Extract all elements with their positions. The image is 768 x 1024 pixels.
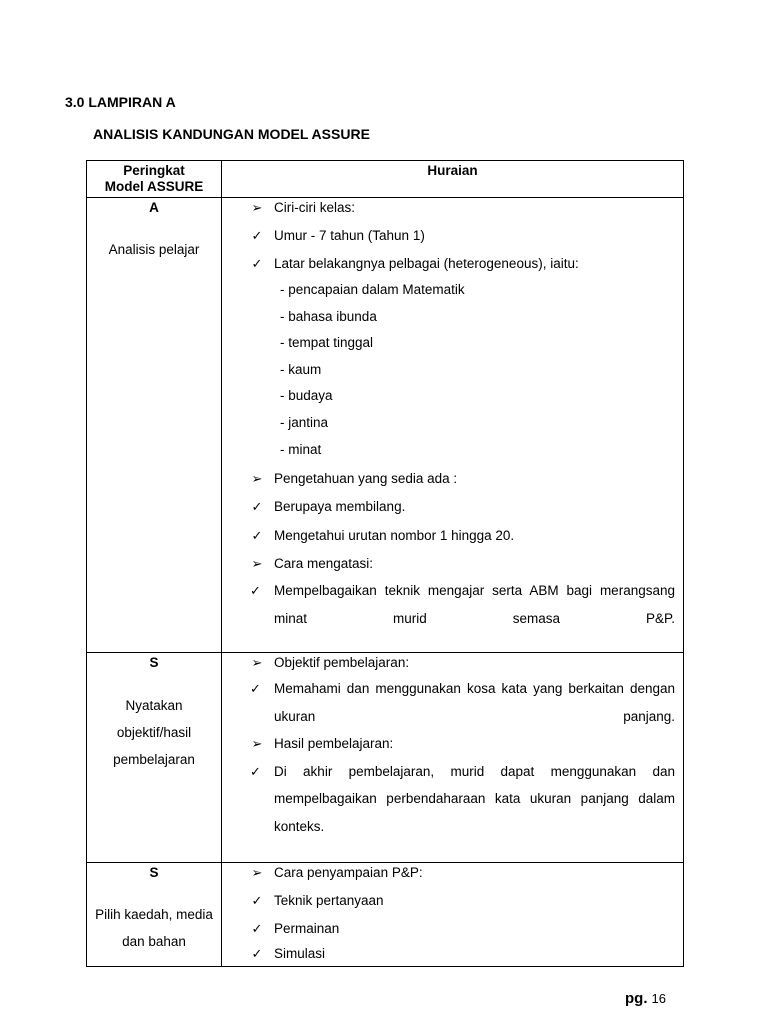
checkmark-icon: ✓ xyxy=(251,893,263,909)
arrow-bullet-icon: ➢ xyxy=(251,865,263,881)
checkmark-icon: ✓ xyxy=(250,681,261,697)
stage-letter: S xyxy=(149,655,159,671)
arrow-bullet-icon: ➢ xyxy=(251,471,263,487)
table-row xyxy=(87,653,684,863)
list-item: ✓ Permainan xyxy=(222,915,675,943)
arrow-bullet-icon: ➢ xyxy=(251,655,263,671)
header-stage xyxy=(87,161,222,198)
list-item: - bahasa ibunda xyxy=(280,308,377,324)
arrow-bullet-icon: ➢ xyxy=(251,200,263,215)
section-title: 3.0 LAMPIRAN A xyxy=(65,94,176,110)
table-row xyxy=(87,863,684,967)
stage-cell xyxy=(87,198,222,653)
page-number-value: 16 xyxy=(651,991,666,1006)
list-item: ✓ Latar belakangnya pelbagai (heterogeneous), iaitu: xyxy=(222,250,675,278)
page-number xyxy=(625,990,666,1007)
list-item: - budaya xyxy=(280,388,333,404)
list-item: ➢ Ciri-ciri kelas: xyxy=(222,198,675,218)
list-item: ➢ Pengetahuan yang sedia ada : xyxy=(222,465,675,493)
list-item: - tempat tinggal xyxy=(280,335,374,351)
list-item: ✓ Memahami dan menggunakan kosa kata yang berkaitan dengan ukuran panjang. xyxy=(222,675,675,730)
arrow-bullet-icon: ➢ xyxy=(251,555,263,571)
list-item: ✓ Mempelbagaikan teknik mengajar serta ABM bagi merangsang minat murid semasa P&P. xyxy=(222,577,675,632)
stage-cell xyxy=(87,653,222,863)
list-item: - pencapaian dalam Matematik xyxy=(280,282,465,297)
list-item: ✓ Mengetahui urutan nombor 1 hingga 20. xyxy=(222,522,675,550)
list-item: - kaum xyxy=(280,361,322,377)
list-item: - minat xyxy=(280,441,322,457)
list-item: ➢ Cara mengatasi: xyxy=(222,550,675,578)
stage-name: Nyatakan objektif/hasil pembelajaran xyxy=(113,698,195,768)
document-subtitle: ANALISIS KANDUNGAN MODEL ASSURE xyxy=(93,126,370,142)
stage-letter: S xyxy=(149,865,159,881)
checkmark-icon: ✓ xyxy=(251,498,263,514)
list-item: ➢ Objektif pembelajaran: xyxy=(222,653,675,673)
checkmark-icon: ✓ xyxy=(251,255,263,271)
stage-letter: A xyxy=(149,200,159,215)
stage-name: Pilih kaedah, media dan bahan xyxy=(95,907,213,950)
description-cell xyxy=(222,863,684,967)
page-label: pg. xyxy=(625,990,648,1007)
stage-cell xyxy=(87,863,222,967)
checkmark-icon: ✓ xyxy=(250,763,261,779)
header-description: Huraian xyxy=(222,161,684,198)
arrow-bullet-icon: ➢ xyxy=(251,736,263,752)
list-item: ✓ Teknik pertanyaan xyxy=(222,887,675,915)
description-cell xyxy=(222,653,684,863)
checkmark-icon: ✓ xyxy=(251,920,263,936)
table-row xyxy=(87,198,684,653)
checkmark-icon: ✓ xyxy=(251,528,263,544)
header-stage-label: Peringkat Model ASSURE xyxy=(104,163,204,194)
checkmark-icon: ✓ xyxy=(250,583,261,599)
list-item: ✓ Di akhir pembelajaran, murid dapat menggunakan dan mempelbagaikan perbendaharaan kata ukuran panjang dalam konteks. xyxy=(222,758,675,841)
list-item: ✓ Simulasi xyxy=(222,942,675,966)
stage-name: Analisis pelajar xyxy=(108,242,200,257)
table-header-row xyxy=(87,161,684,198)
list-item: ➢ Hasil pembelajaran: xyxy=(222,730,675,758)
list-item: - jantina xyxy=(280,414,329,430)
assure-analysis-table xyxy=(86,160,684,967)
list-item: ✓ Berupaya membilang. xyxy=(222,493,675,521)
list-item: ➢ Cara penyampaian P&P: xyxy=(222,863,675,883)
checkmark-icon: ✓ xyxy=(251,946,263,962)
checkmark-icon: ✓ xyxy=(251,228,263,243)
list-item: ✓ Umur - 7 tahun (Tahun 1) xyxy=(222,222,675,250)
description-cell xyxy=(222,198,684,653)
